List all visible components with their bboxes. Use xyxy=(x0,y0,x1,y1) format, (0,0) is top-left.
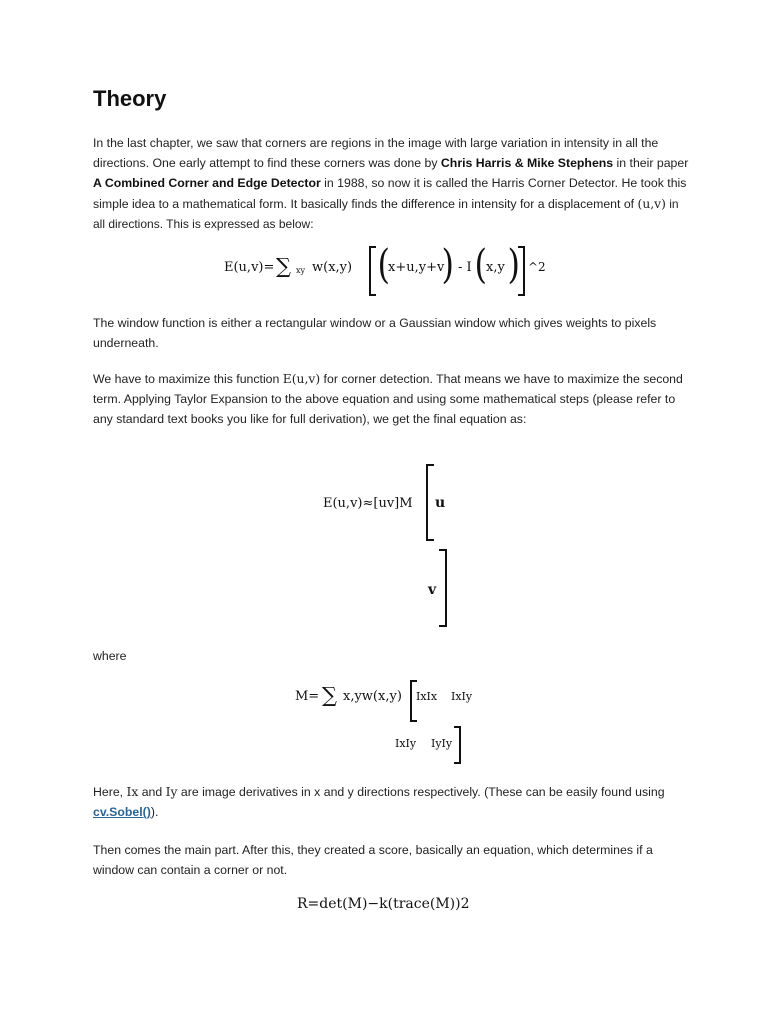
intro-text-2: in their paper xyxy=(613,156,689,171)
eq3-cell-ixiy-top: IxIy xyxy=(451,690,473,703)
eq1-sum-sub: xy xyxy=(296,266,306,275)
eq1-right-bracket xyxy=(518,246,525,296)
eq1-minus-i: - I xyxy=(458,260,472,275)
eq1-xy: x,y xyxy=(486,260,505,275)
uv-math: (u,v) xyxy=(637,196,666,211)
paper-title-bold: A Combined Corner and Edge Detector xyxy=(93,176,321,191)
eq1-lparen-1: ( xyxy=(377,242,391,288)
maximize-text-1: We have to maximize this function xyxy=(93,372,283,386)
eq2-u: u xyxy=(435,495,446,511)
eq3-lhs: M= xyxy=(295,689,320,704)
intro-text-3: in 1988, so now it is called the Harris Corner Detector. He took this simple idea to a mathematical form. It basically finds the difference in intensity for a displacement of xyxy=(93,176,687,211)
equation-response-score: R=det(M)−k(trace(M))2 xyxy=(297,896,470,912)
iy-math: Iy xyxy=(165,785,178,799)
score-paragraph: Then comes the main part. After this, they created a score, basically an equation, which determines if a window can contain a corner or not. xyxy=(93,843,653,878)
ix-math: Ix xyxy=(126,785,139,799)
derivatives-paragraph xyxy=(93,782,693,822)
eq1-lparen-2: ( xyxy=(474,242,488,288)
derivatives-text-1: Here, xyxy=(93,785,127,799)
eq3-weight: x,yw(x,y) xyxy=(343,689,402,704)
eq1-sum: ∑ xyxy=(276,254,291,278)
eq3-cell-iyiy: IyIy xyxy=(431,737,453,750)
derivatives-text-3: are image derivatives in x and y directions respectively. (These can be easily found using xyxy=(177,785,665,799)
where-label: where xyxy=(93,649,127,663)
derivatives-text-4: ). xyxy=(150,805,159,820)
eq1-window: w(x,y) xyxy=(312,260,353,275)
authors-bold: Chris Harris & Mike Stephens xyxy=(440,156,614,171)
eq1-power: ^2 xyxy=(528,260,546,274)
intro-text-1: In the last chapter, we saw that corners are regions in the image with large variation in intensity in all the directions. One early attempt to find these corners was done by xyxy=(93,136,659,171)
eq3-sum: ∑ xyxy=(322,683,337,707)
eq1-lhs: E(u,v)= xyxy=(224,260,275,275)
eq3-cell-ixix: IxIx xyxy=(416,690,438,703)
intro-text-4: in all directions. This is expressed as below: xyxy=(93,196,679,231)
eq2-left-bracket xyxy=(426,464,434,541)
derivatives-text-2: and xyxy=(138,785,166,799)
eq2-v: v xyxy=(428,582,437,598)
window-function-paragraph: The window function is either a rectangular window or a Gaussian window which gives weights to pixels underneath. xyxy=(93,316,657,351)
cv-sobel-link[interactable]: cv.Sobel() xyxy=(93,805,151,820)
eq2-lhs: E(u,v)≈[uv]M xyxy=(323,496,413,511)
intro-paragraph xyxy=(93,133,693,234)
maximize-paragraph xyxy=(93,369,693,430)
eq1-left-bracket xyxy=(369,246,376,296)
eq2-right-bracket xyxy=(439,549,447,627)
eq1-inner: x+u,y+v xyxy=(388,260,445,275)
euv-math: E(u,v) xyxy=(282,372,321,386)
page-title: Theory xyxy=(93,86,167,111)
eq3-right-bracket xyxy=(454,726,461,764)
eq1-rparen-2: ) xyxy=(507,242,521,288)
maximize-text-2: for corner detection. That means we have to maximize the second term. Applying Taylor Expansion to the above equation and using some mathematical steps (please refer to any standard text books you like for full derivation), we get the final equation as: xyxy=(93,372,683,427)
eq3-cell-ixiy-bottom: IxIy xyxy=(395,737,417,750)
eq1-rparen-1: ) xyxy=(441,242,455,288)
